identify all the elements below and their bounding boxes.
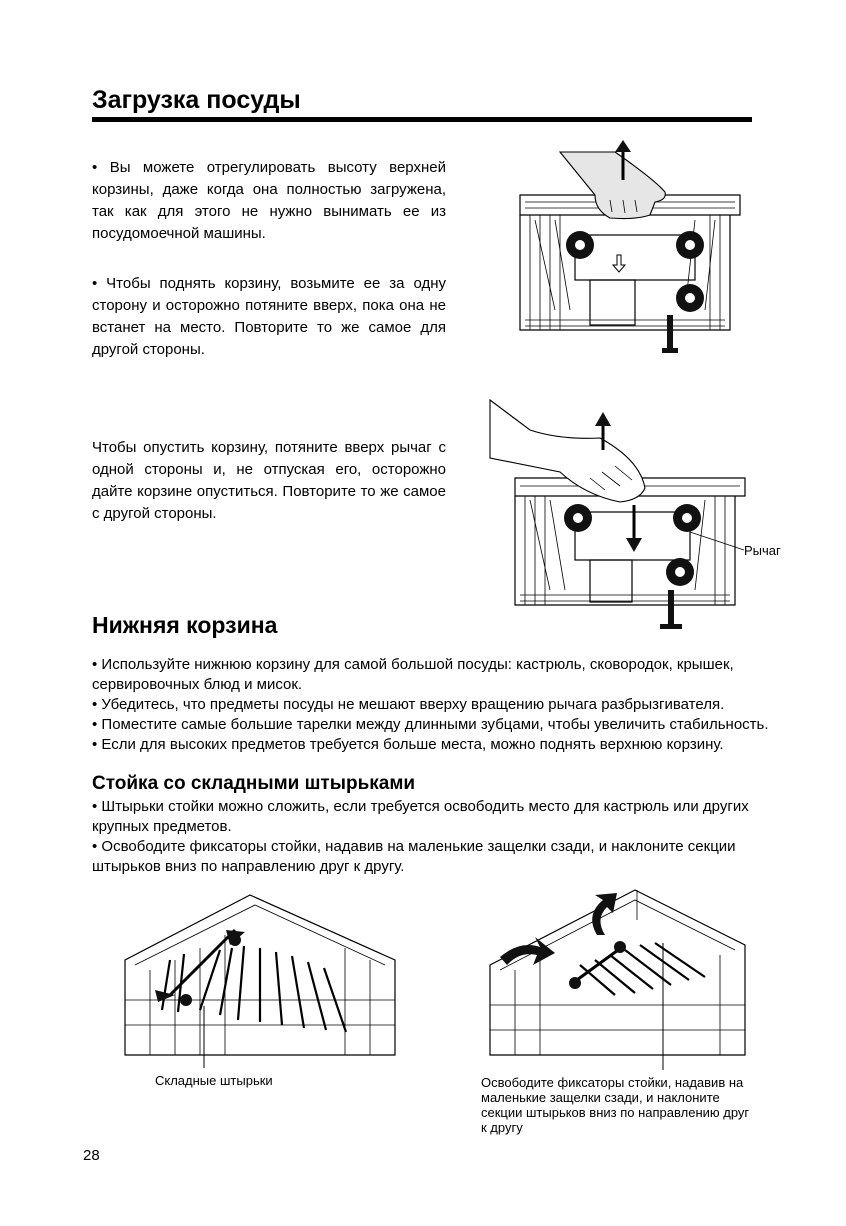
lower-basket-title: Нижняя корзина [92, 612, 278, 638]
page-title: Загрузка посуды [92, 86, 301, 114]
release-latches-caption: Освободите фиксаторы стойки, надавив на маленькие защелки сзади, и наклоните секции штырьков вниз по направлению друг к другу [481, 1075, 750, 1135]
upper-basket-para-2: • Чтобы поднять корзину, возьмите ее за одну сторону и осторожно потяните вверх, пока она не встанет на место. Повторите то же самое для другой стороны. [92, 275, 446, 358]
folding-tines-illustration [120, 890, 400, 1070]
list-item: • Убедитесь, что предметы посуды не мешают вверху вращению рычага разбрызгивателя. [92, 696, 725, 713]
title-rule [92, 117, 752, 122]
list-item: • Используйте нижнюю корзину для самой большой посуды: кастрюль, сковородок, крышек, сервировочных блюд и мисок. [92, 656, 734, 693]
folding-rack-title: Стойка со складными штырьками [92, 773, 416, 794]
lower-basket-illustration [490, 400, 750, 636]
release-latches-illustration [485, 885, 750, 1063]
folding-rack-list [92, 797, 782, 877]
list-item: • Если для высоких предметов требуется больше места, можно поднять верхнюю корзину. [92, 736, 724, 753]
list-item: • Поместите самые большие тарелки между длинными зубцами, чтобы увеличить стабильность. [92, 716, 769, 733]
upper-basket-para-3: Чтобы опустить корзину, потяните вверх рычаг с одной стороны и, не отпуская его, осторожно дайте корзине опуститься. Повторите то же самое с другой стороны. [92, 439, 446, 522]
upper-basket-para-1: • Вы можете отрегулировать высоту верхней корзины, даже когда она полностью загружена, так как для этого не нужно вынимать ее из посудомоечной машины. [92, 159, 446, 242]
list-item: • Освободите фиксаторы стойки, надавив на маленькие защелки сзади, и наклоните секции штырьков вниз по направлению друг к другу. [92, 838, 736, 875]
raise-basket-illustration [515, 140, 755, 358]
page-number: 28 [83, 1147, 100, 1164]
lever-label: Рычаг [744, 543, 781, 558]
list-item: • Штырьки стойки можно сложить, если требуется освободить место для кастрюль или других крупных предметов. [92, 798, 749, 835]
lower-basket-list [92, 655, 782, 755]
folding-tines-caption: Складные штырьки [155, 1073, 273, 1088]
